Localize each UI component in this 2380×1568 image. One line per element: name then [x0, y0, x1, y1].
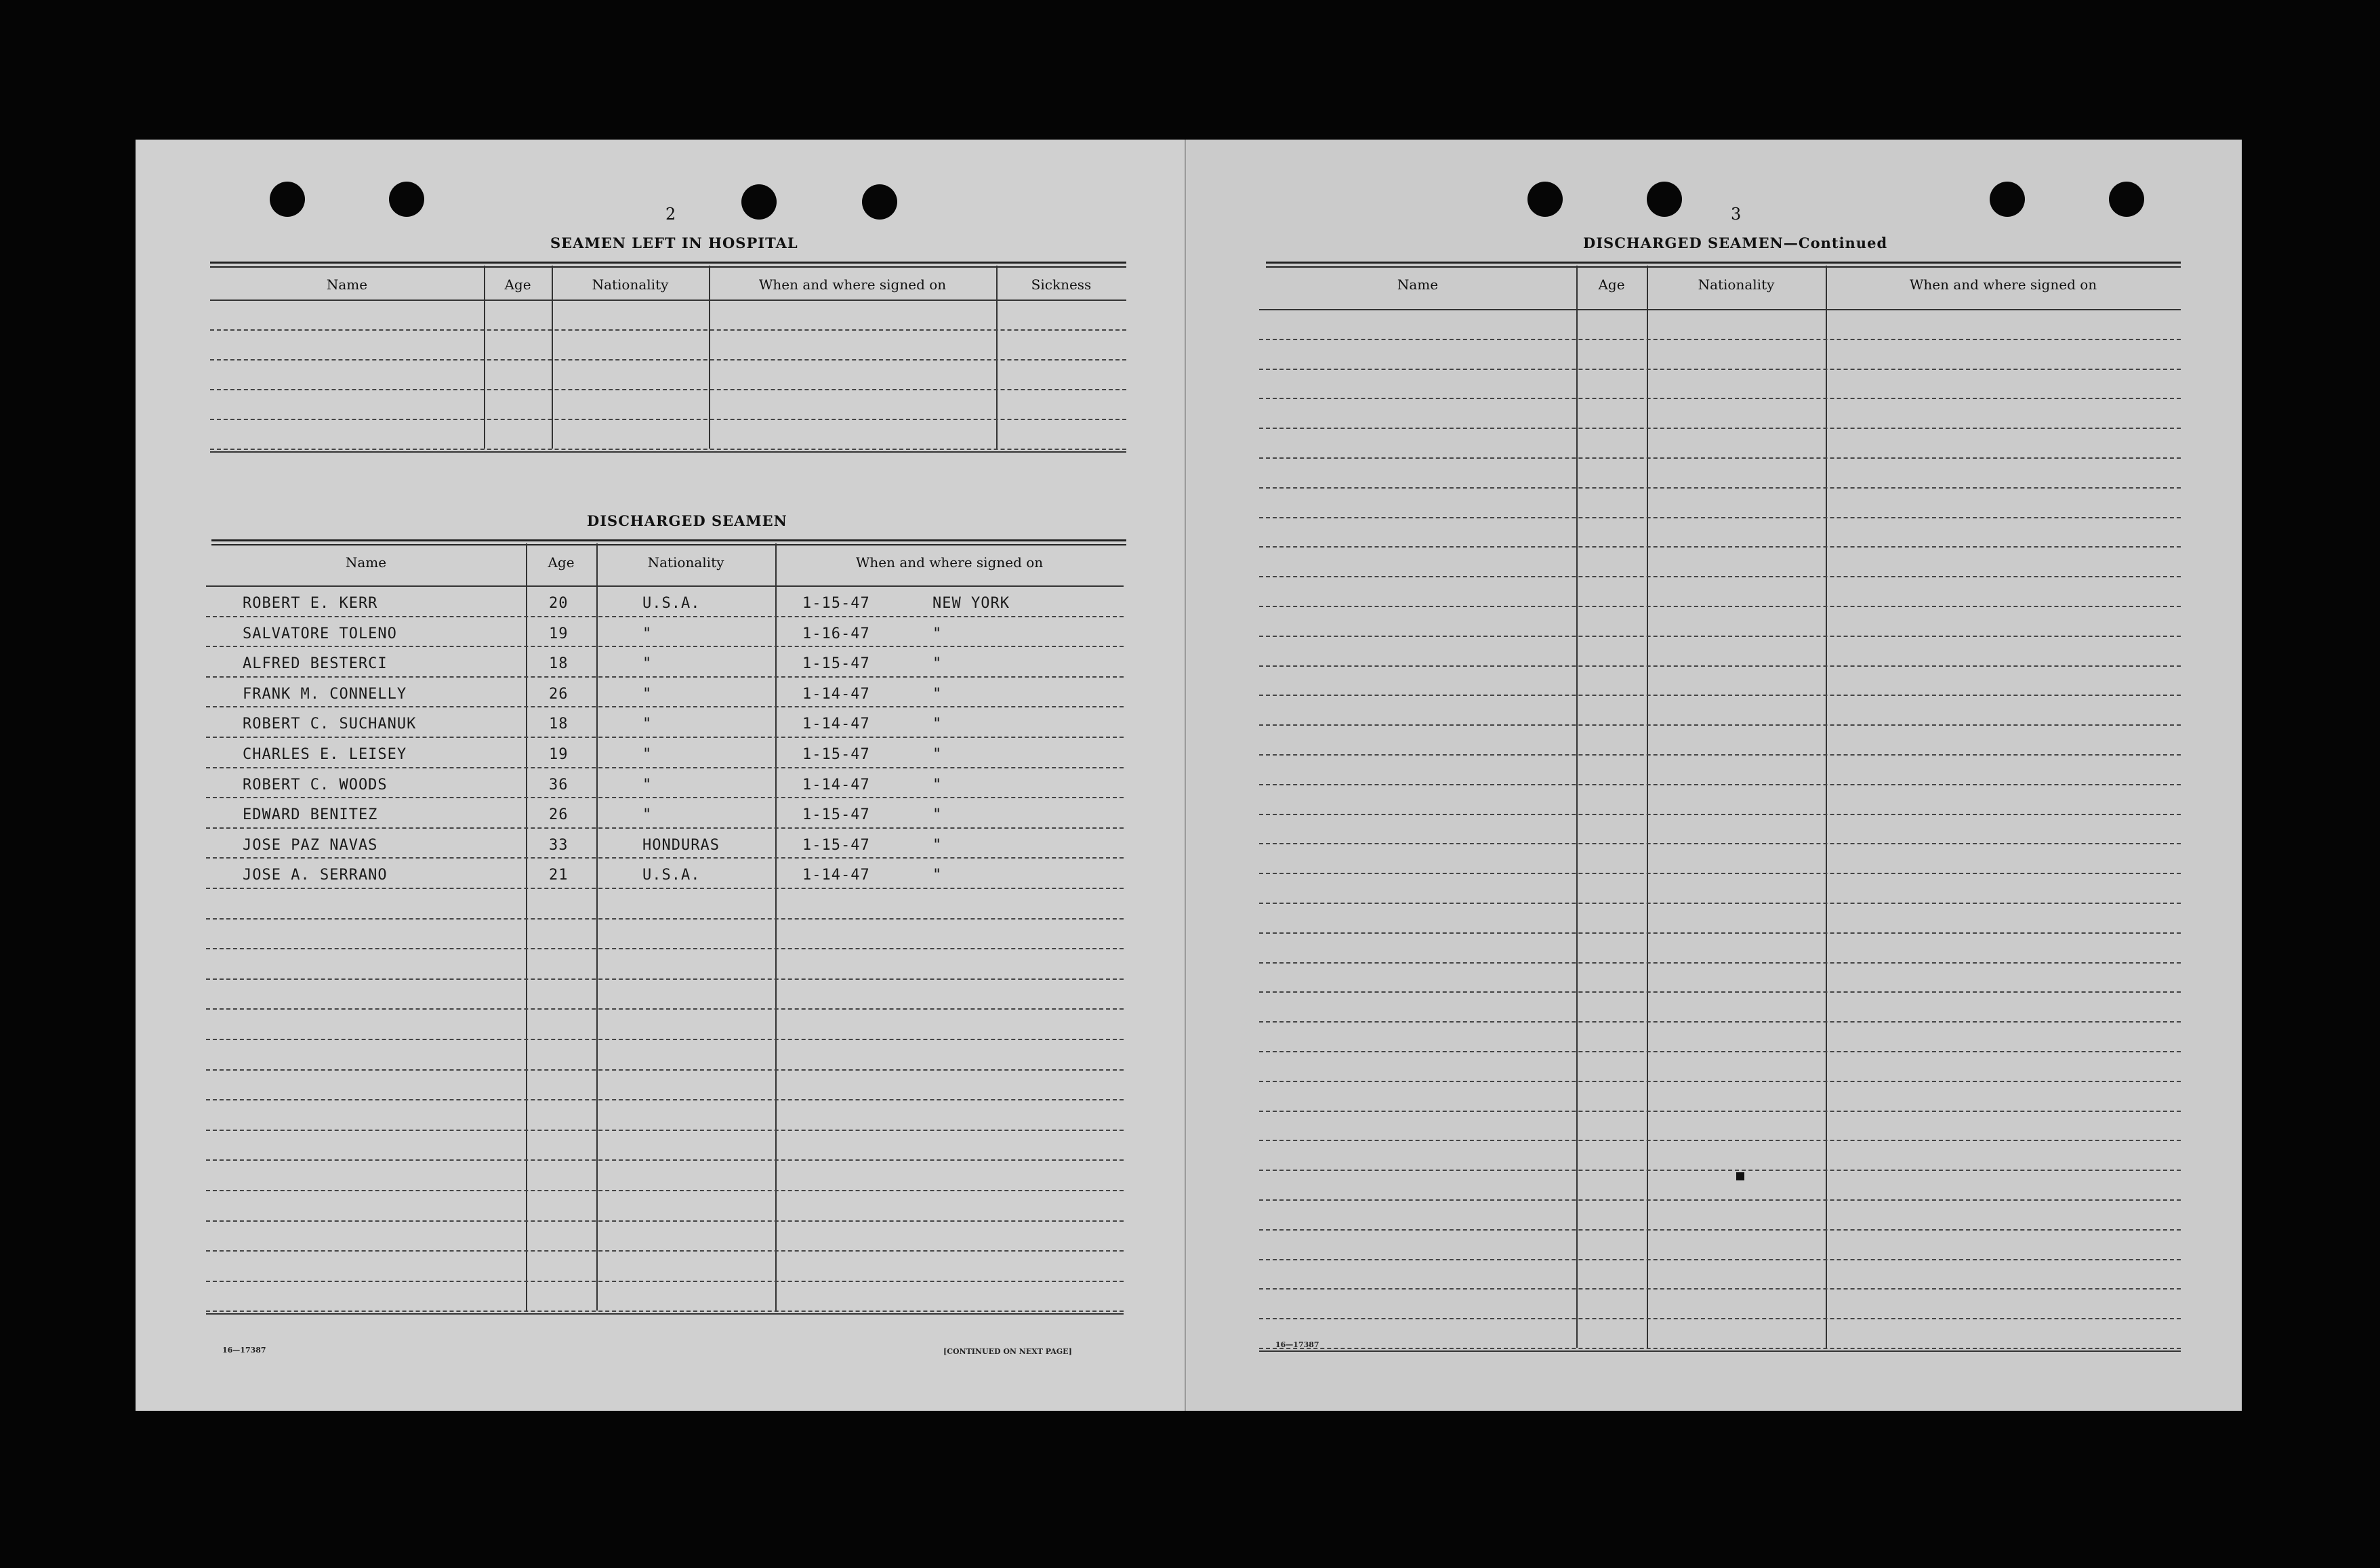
- cell-age: 19: [549, 625, 569, 642]
- row-rule: [1259, 1170, 2181, 1171]
- row-rule: [206, 676, 1124, 678]
- section-rule: [211, 539, 1126, 545]
- column-header: Name: [345, 554, 387, 571]
- row-rule: [1259, 457, 2181, 459]
- cell-name: CHARLES E. LEISEY: [243, 746, 407, 763]
- row-rule: [1259, 962, 2181, 964]
- cell-nationality: ": [642, 625, 653, 642]
- cell-age: 36: [549, 776, 569, 793]
- row-rule: [206, 1008, 1124, 1010]
- form-number: 16—17387: [222, 1346, 266, 1355]
- row-rule: [1259, 1348, 2181, 1349]
- row-rule: [206, 646, 1124, 647]
- row-rule: [1259, 606, 2181, 607]
- row-rule: [206, 1039, 1124, 1040]
- row-rule: [1259, 576, 2181, 577]
- page-number: 3: [1731, 205, 1742, 224]
- row-rule: [1259, 1199, 2181, 1201]
- row-rule: [1259, 398, 2181, 399]
- row-rule: [210, 419, 1126, 420]
- cell-age: 33: [549, 836, 569, 854]
- row-rule: [1259, 369, 2181, 370]
- cell-name: ALFRED BESTERCI: [243, 655, 388, 673]
- punch-hole: [741, 184, 777, 220]
- punch-hole: [270, 182, 305, 217]
- section-rule: [210, 262, 1126, 268]
- cell-date: 1-14-47: [802, 776, 870, 793]
- continued-section-title: DISCHARGED SEAMEN—Continued: [1583, 234, 1888, 251]
- column-header: Sickness: [1031, 276, 1092, 293]
- row-rule: [1259, 1021, 2181, 1023]
- punch-hole: [2109, 182, 2144, 217]
- column-header: Age: [504, 276, 531, 293]
- cell-age: 26: [549, 685, 569, 703]
- punch-hole: [862, 184, 897, 220]
- table-bottom-rule: [1259, 1350, 2181, 1352]
- row-rule: [1259, 843, 2181, 844]
- row-rule: [1259, 932, 2181, 934]
- row-rule: [1259, 903, 2181, 904]
- row-rule: [206, 918, 1124, 920]
- cell-place: ": [932, 625, 943, 642]
- cell-date: 1-14-47: [802, 716, 870, 733]
- row-rule: [206, 1250, 1124, 1252]
- cell-nationality: ": [642, 716, 653, 733]
- row-rule: [206, 948, 1124, 949]
- section-rule: [1266, 262, 2181, 268]
- cell-place: ": [932, 806, 943, 824]
- cell-place: ": [932, 655, 943, 673]
- cell-name: ROBERT C. SUCHANUK: [243, 716, 417, 733]
- cell-date: 1-15-47: [802, 655, 870, 673]
- cell-age: 19: [549, 746, 569, 763]
- cell-name: SALVATORE TOLENO: [243, 625, 397, 642]
- header-rule: [210, 300, 1126, 301]
- row-rule: [1259, 428, 2181, 429]
- cell-age: 21: [549, 867, 569, 884]
- row-rule: [1259, 636, 2181, 637]
- cell-place: ": [932, 836, 943, 854]
- cell-nationality: ": [642, 806, 653, 824]
- column-header: Nationality: [647, 554, 724, 571]
- column-header: When and where signed on: [855, 554, 1044, 571]
- row-rule: [1259, 1081, 2181, 1082]
- cell-name: JOSE A. SERRANO: [243, 867, 388, 884]
- discharged-section-title: DISCHARGED SEAMEN: [587, 512, 787, 529]
- row-rule: [206, 1190, 1124, 1191]
- punch-hole: [1527, 182, 1563, 217]
- row-rule: [206, 706, 1124, 707]
- row-rule: [206, 1099, 1124, 1100]
- row-rule: [210, 359, 1126, 360]
- row-rule: [1259, 724, 2181, 726]
- cell-name: EDWARD BENITEZ: [243, 806, 378, 824]
- cell-nationality: U.S.A.: [642, 595, 701, 612]
- cell-nationality: ": [642, 776, 653, 793]
- row-rule: [1259, 517, 2181, 518]
- table-bottom-rule: [210, 451, 1126, 453]
- cell-date: 1-14-47: [802, 685, 870, 703]
- cell-date: 1-14-47: [802, 867, 870, 884]
- cell-date: 1-15-47: [802, 836, 870, 854]
- row-rule: [1259, 1259, 2181, 1260]
- cell-nationality: ": [642, 685, 653, 703]
- column-rule: [709, 266, 710, 449]
- column-header: Name: [1397, 276, 1439, 293]
- row-rule: [1259, 754, 2181, 756]
- header-rule: [206, 585, 1124, 587]
- row-rule: [1259, 339, 2181, 340]
- column-header: Name: [326, 276, 368, 293]
- punch-hole: [389, 182, 424, 217]
- column-header: Nationality: [592, 276, 669, 293]
- row-rule: [1259, 1229, 2181, 1231]
- column-rule: [596, 543, 598, 1311]
- column-header: Nationality: [1698, 276, 1775, 293]
- row-rule: [206, 857, 1124, 859]
- row-rule: [1259, 1111, 2181, 1112]
- cell-date: 1-16-47: [802, 625, 870, 642]
- cell-age: 20: [549, 595, 569, 612]
- row-rule: [206, 616, 1124, 617]
- cell-name: FRANK M. CONNELLY: [243, 685, 407, 703]
- row-rule: [210, 389, 1126, 390]
- column-header: When and where signed on: [758, 276, 947, 293]
- cell-name: JOSE PAZ NAVAS: [243, 836, 378, 854]
- row-rule: [1259, 784, 2181, 785]
- row-rule: [206, 1281, 1124, 1282]
- row-rule: [210, 449, 1126, 450]
- header-rule: [1259, 309, 2181, 310]
- document-sheet: [136, 140, 2240, 1411]
- row-rule: [206, 1130, 1124, 1131]
- left-page: [136, 140, 1185, 1411]
- right-page: [1185, 140, 2242, 1411]
- row-rule: [206, 737, 1124, 738]
- cell-nationality: HONDURAS: [642, 836, 720, 854]
- hospital-section-title: SEAMEN LEFT IN HOSPITAL: [550, 234, 798, 251]
- row-rule: [1259, 695, 2181, 696]
- cell-place: NEW YORK: [932, 595, 1010, 612]
- cell-name: ROBERT C. WOODS: [243, 776, 388, 793]
- column-rule: [526, 543, 527, 1311]
- table-bottom-rule: [206, 1313, 1124, 1315]
- row-rule: [1259, 1288, 2181, 1290]
- cell-nationality: U.S.A.: [642, 867, 701, 884]
- row-rule: [206, 978, 1124, 980]
- column-rule: [775, 543, 777, 1311]
- row-rule: [206, 1311, 1124, 1312]
- column-header: Age: [1598, 276, 1625, 293]
- cell-place: ": [932, 716, 943, 733]
- cell-date: 1-15-47: [802, 595, 870, 612]
- row-rule: [1259, 546, 2181, 548]
- continued-note: [CONTINUED ON NEXT PAGE]: [943, 1347, 1072, 1356]
- row-rule: [206, 1220, 1124, 1222]
- row-rule: [1259, 873, 2181, 874]
- row-rule: [206, 767, 1124, 768]
- row-rule: [206, 797, 1124, 798]
- cell-place: ": [932, 867, 943, 884]
- form-number: 16—17387: [1275, 1340, 1319, 1349]
- cell-age: 18: [549, 655, 569, 673]
- row-rule: [206, 1069, 1124, 1071]
- row-rule: [1259, 1140, 2181, 1141]
- cell-place: ": [932, 776, 943, 793]
- column-rule: [996, 266, 998, 449]
- column-header: Age: [548, 554, 575, 571]
- column-rule: [484, 266, 485, 449]
- cell-age: 26: [549, 806, 569, 824]
- cell-date: 1-15-47: [802, 806, 870, 824]
- row-rule: [206, 888, 1124, 889]
- cell-place: ": [932, 685, 943, 703]
- cell-nationality: ": [642, 655, 653, 673]
- row-rule: [206, 1159, 1124, 1161]
- row-rule: [206, 827, 1124, 829]
- page-number: 2: [665, 205, 676, 224]
- cell-date: 1-15-47: [802, 746, 870, 763]
- row-rule: [1259, 814, 2181, 815]
- row-rule: [1259, 665, 2181, 667]
- row-rule: [210, 329, 1126, 331]
- row-rule: [1259, 1051, 2181, 1052]
- punch-hole: [1647, 182, 1682, 217]
- row-rule: [1259, 991, 2181, 993]
- column-header: When and where signed on: [1909, 276, 2097, 293]
- row-rule: [1259, 487, 2181, 489]
- row-rule: [1259, 1318, 2181, 1319]
- cell-place: ": [932, 746, 943, 763]
- cell-age: 18: [549, 716, 569, 733]
- punch-hole: [1990, 182, 2025, 217]
- ink-mark: [1736, 1172, 1744, 1180]
- cell-name: ROBERT E. KERR: [243, 595, 378, 612]
- cell-nationality: ": [642, 746, 653, 763]
- column-rule: [552, 266, 553, 449]
